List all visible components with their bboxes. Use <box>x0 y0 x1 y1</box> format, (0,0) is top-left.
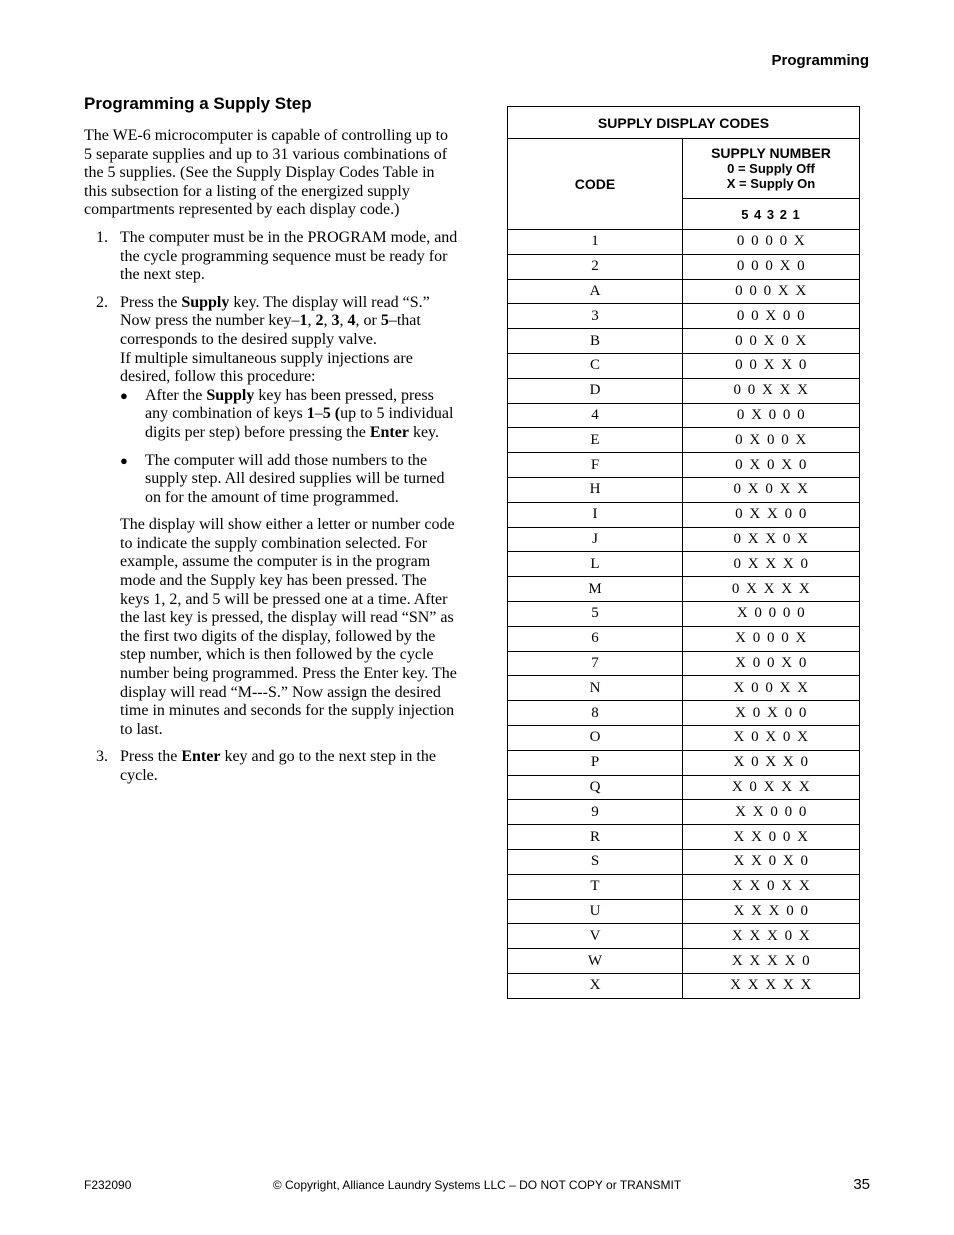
table-row <box>508 378 860 403</box>
supply-combination-cell: 0 0 X X X <box>683 378 860 403</box>
bullet-icon: ● <box>120 452 128 468</box>
supply-combination-cell: 0 X X X X <box>683 577 860 602</box>
code-cell: N <box>508 676 683 701</box>
code-cell: 8 <box>508 701 683 726</box>
code-cell: A <box>508 279 683 304</box>
code-cell: 3 <box>508 304 683 329</box>
table-row <box>508 874 860 899</box>
page-title: Programming a Supply Step <box>84 94 312 113</box>
table-row <box>508 725 860 750</box>
copyright-notice: © Copyright, Alliance Laundry Systems LLC – DO NOT COPY or TRANSMIT <box>272 1178 682 1192</box>
supply-combination-cell: 0 0 0 X X <box>683 279 860 304</box>
code-cell: 4 <box>508 403 683 428</box>
supply-combination-cell: 0 0 0 0 X <box>683 230 860 255</box>
supply-combination-cell: 0 X X 0 0 <box>683 502 860 527</box>
step-2 <box>84 294 458 740</box>
code-cell: X <box>508 973 683 998</box>
code-cell: O <box>508 725 683 750</box>
table-row <box>508 973 860 998</box>
supply-combination-cell: X X X 0 X <box>683 924 860 949</box>
code-cell: 5 <box>508 601 683 626</box>
supply-combination-cell: X 0 0 X 0 <box>683 651 860 676</box>
display-explanation: The display will show either a letter or number code to indicate the supply combination selected. For example, assume the computer is in the program mode and the Supply key has been pressed. The keys 1, 2, and 5 will be pressed one at a time. After the last key is pressed, the display will read “SN” as the first two digits of the display, followed by the step number, which is then followed by the cycle number being programmed. Press the Enter key. The display will read “M---S.” Now assign the desired time in minutes and seconds for the supply injection to last. <box>120 516 457 738</box>
code-cell: C <box>508 353 683 378</box>
code-cell: 9 <box>508 800 683 825</box>
table-row <box>508 577 860 602</box>
supply-combination-cell: X X X X 0 <box>683 949 860 974</box>
code-column-header: CODE <box>508 139 683 230</box>
table-row <box>508 329 860 354</box>
step-text: The computer must be in the PROGRAM mode, and the cycle programming sequence must be ready for the next step. <box>120 228 458 284</box>
supply-combination-cell: X 0 X X X <box>683 775 860 800</box>
table-row <box>508 254 860 279</box>
table-row <box>508 924 860 949</box>
code-cell: L <box>508 552 683 577</box>
supply-codes-table <box>507 106 860 999</box>
table-row <box>508 800 860 825</box>
code-cell: 2 <box>508 254 683 279</box>
supply-combination-cell: 0 0 X 0 0 <box>683 304 860 329</box>
code-cell: T <box>508 874 683 899</box>
supply-combination-cell: X 0 0 X X <box>683 676 860 701</box>
table-row <box>508 230 860 255</box>
step-number: 1. <box>96 228 108 246</box>
table-row <box>508 899 860 924</box>
table-row <box>508 676 860 701</box>
table-row <box>508 304 860 329</box>
section-header: Programming <box>771 52 869 69</box>
supply-combination-cell: 0 X X 0 X <box>683 527 860 552</box>
code-cell: Q <box>508 775 683 800</box>
page-number: 35 <box>853 1176 870 1193</box>
multi-supply-text: If multiple simultaneous supply injections are desired, follow this procedure: <box>120 349 413 386</box>
step-text: Press the Enter key and go to the next step in the cycle. <box>120 748 436 784</box>
table-row <box>508 825 860 850</box>
code-cell: W <box>508 949 683 974</box>
code-cell: S <box>508 849 683 874</box>
code-cell: P <box>508 750 683 775</box>
supply-combination-cell: 0 X X X 0 <box>683 552 860 577</box>
step-3 <box>84 748 458 785</box>
list-item: ● After the Supply key has been pressed, press any combination of keys 1–5 (up to 5 individual digits per step) before pressing the Enter key. <box>120 386 454 441</box>
code-cell: E <box>508 428 683 453</box>
table-row <box>508 775 860 800</box>
table-row <box>508 701 860 726</box>
code-cell: F <box>508 453 683 478</box>
table-row <box>508 651 860 676</box>
supply-combination-cell: X X 0 X X <box>683 874 860 899</box>
code-cell: I <box>508 502 683 527</box>
table-row <box>508 502 860 527</box>
supply-combination-cell: X 0 X X 0 <box>683 750 860 775</box>
table-row <box>508 626 860 651</box>
main-content <box>84 94 458 795</box>
step-number: 3. <box>96 748 108 766</box>
supply-combination-cell: X X X X X <box>683 973 860 998</box>
list-item: ● The computer will add those numbers to the supply step. All desired supplies will be turned on for the amount of time programmed. <box>120 451 445 506</box>
step-text: Press the Supply key. The display will read “S.” Now press the number key–1, 2, 3, 4, or 5–that corresponds to the desired supply valve. <box>120 293 430 348</box>
supply-number-header: SUPPLY NUMBER 0 = Supply Off X = Supply On <box>683 139 860 199</box>
supply-combination-cell: 0 0 X 0 X <box>683 329 860 354</box>
supply-combination-cell: 0 X 0 0 X <box>683 428 860 453</box>
code-cell: M <box>508 577 683 602</box>
supply-combination-cell: 0 0 0 X 0 <box>683 254 860 279</box>
supply-combination-cell: X 0 X 0 X <box>683 725 860 750</box>
supply-combination-cell: 0 0 X X 0 <box>683 353 860 378</box>
bullet-icon: ● <box>120 387 128 403</box>
code-cell: 6 <box>508 626 683 651</box>
code-cell: D <box>508 378 683 403</box>
table-row <box>508 552 860 577</box>
table-row <box>508 849 860 874</box>
table-row <box>508 353 860 378</box>
code-cell: V <box>508 924 683 949</box>
table-row <box>508 279 860 304</box>
code-cell: 1 <box>508 230 683 255</box>
document-number: F232090 <box>84 1178 132 1192</box>
supply-combination-cell: 0 X 0 X X <box>683 477 860 502</box>
code-cell: H <box>508 477 683 502</box>
table-title: SUPPLY DISPLAY CODES <box>508 107 860 139</box>
code-cell: R <box>508 825 683 850</box>
code-cell: B <box>508 329 683 354</box>
table-row <box>508 949 860 974</box>
page-footer <box>84 1176 870 1196</box>
intro-paragraph: The WE-6 microcomputer is capable of controlling up to 5 separate supplies and up to 31 various combinations of the 5 supplies. (See the Supply Display Codes Table in this subsection for a listing of the energized supply compartments represented by each display code.) <box>84 127 449 219</box>
supply-combination-cell: X 0 0 0 0 <box>683 601 860 626</box>
code-cell: J <box>508 527 683 552</box>
digit-positions-header: 5 4 3 2 1 <box>683 199 860 230</box>
supply-combination-cell: X 0 0 0 X <box>683 626 860 651</box>
supply-combination-cell: X 0 X 0 0 <box>683 701 860 726</box>
step-number: 2. <box>96 293 108 311</box>
supply-combination-cell: X X 0 X 0 <box>683 849 860 874</box>
table-row <box>508 750 860 775</box>
supply-combination-cell: X X X 0 0 <box>683 899 860 924</box>
code-cell: 7 <box>508 651 683 676</box>
supply-codes-table-container <box>507 106 859 999</box>
supply-combination-cell: 0 X 0 X 0 <box>683 453 860 478</box>
supply-combination-cell: X X 0 0 X <box>683 825 860 850</box>
supply-combination-cell: 0 X 0 0 0 <box>683 403 860 428</box>
code-cell: U <box>508 899 683 924</box>
table-row <box>508 428 860 453</box>
table-row <box>508 453 860 478</box>
table-row <box>508 477 860 502</box>
supply-combination-cell: X X 0 0 0 <box>683 800 860 825</box>
table-row <box>508 403 860 428</box>
table-row <box>508 527 860 552</box>
step-1 <box>84 229 458 285</box>
table-row <box>508 601 860 626</box>
